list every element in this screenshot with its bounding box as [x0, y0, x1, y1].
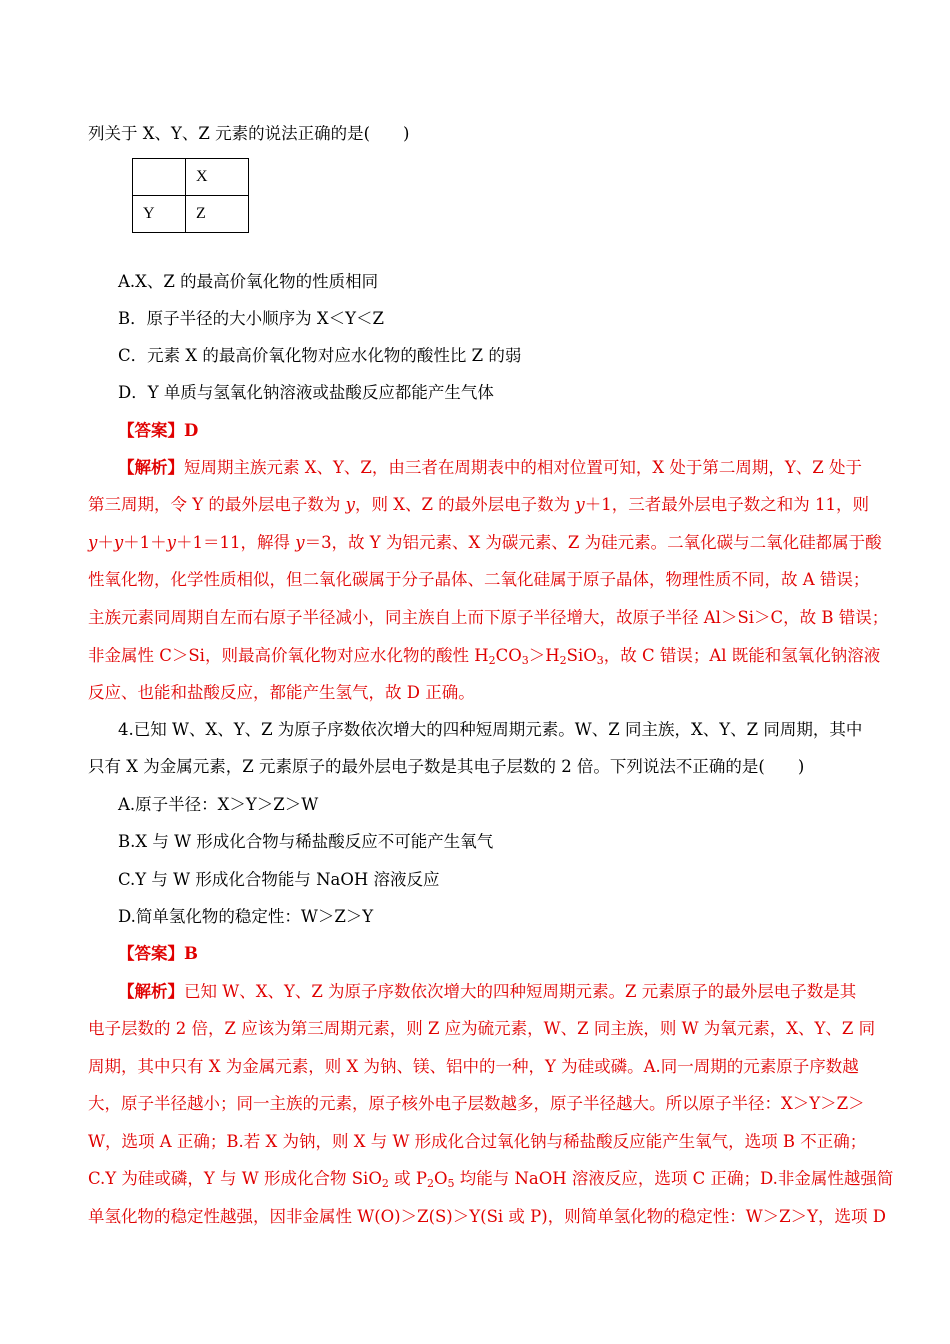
q3-option-d: D．Y 单质与氢氧化钠溶液或盐酸反应都能产生气体 — [118, 383, 494, 402]
q4-stem-line-1: 4.已知 W、X、Y、Z 为原子序数依次增大的四种短周期元素。W、Z 同主族，X、Y、Z 同周期，其中 — [118, 720, 863, 739]
q3-analysis-line-7: 反应、也能和盐酸反应，都能产生氢气，故 D 正确。 — [88, 683, 475, 702]
table-cell-y: Y — [133, 196, 186, 233]
analysis-label: 【解析】 — [118, 982, 184, 1001]
q3-analysis-line-5: 主族元素同周期自左而右原子半径减小，同主族自上而下原子半径增大，故原子半径 Al＞Si＞C，故 B 错误； — [88, 608, 889, 627]
q3-option-b: B．原子半径的大小顺序为 X＜Y＜Z — [118, 309, 384, 328]
analysis-label: 【解析】 — [118, 458, 184, 477]
q4-stem-line-2: 只有 X 为金属元素，Z 元素原子的最外层电子数是其电子层数的 2 倍。下列说法不正确的是( ) — [88, 757, 805, 776]
q4-analysis-line-2: 电子层数的 2 倍，Z 应该为第三周期元素，则 Z 应为硫元素，W、Z 同主族，则 W 为氧元素，X、Y、Z 同 — [88, 1019, 876, 1038]
table-cell-empty — [133, 159, 186, 196]
q4-analysis-line-1: 【解析】已知 W、X、Y、Z 为原子序数依次增大的四种短周期元素。Z 元素原子的最外层电子数是其 — [118, 982, 857, 1001]
periodic-position-table — [132, 158, 249, 233]
q4-analysis-line-6: C.Y 为硅或磷，Y 与 W 形成化合物 SiO$_2$ 或 $P_2O_5$ 均能与 NaOH 溶液反应，选项 C 正确；D.非金属性越强简 — [88, 1169, 894, 1190]
q3-answer: 【答案】D — [118, 421, 199, 440]
q4-answer: 【答案】B — [118, 944, 198, 963]
q4-option-b: B.X 与 W 形成化合物与稀盐酸反应不可能产生氧气 — [118, 832, 494, 851]
q4-analysis-line-4: 大，原子半径越小；同一主族的元素，原子核外电子层数越多，原子半径越大。所以原子半径：X＞Y＞Z＞ — [88, 1094, 865, 1113]
q4-option-c: C.Y 与 W 形成化合物能与 NaOH 溶液反应 — [118, 870, 440, 889]
table-cell-x: X — [186, 159, 249, 196]
q3-analysis-line-1: 【解析】短周期主族元素 X、Y、Z，由三者在周期表中的相对位置可知，X 处于第二周期，Y、Z 处于 — [118, 458, 862, 477]
q3-analysis-line-4: 性氧化物，化学性质相似，但二氧化碳属于分子晶体、二氧化硅属于原子晶体，物理性质不同，故 A 错误； — [88, 570, 870, 589]
q4-analysis-line-7: 单氢化物的稳定性越强，因非金属性 W(O)＞Z(S)＞Y(Si 或 P)，则简单氢化物的稳定性：W＞Z＞Y，选项 D — [88, 1207, 886, 1226]
q3-option-c: C．元素 X 的最高价氧化物对应水化物的酸性比 Z 的弱 — [118, 346, 522, 365]
q4-option-d: D.简单氢化物的稳定性：W＞Z＞Y — [118, 907, 374, 926]
table-cell-z: Z — [186, 196, 249, 233]
table-row — [133, 159, 249, 196]
q3-stem: 列关于 X、Y、Z 元素的说法正确的是( ) — [88, 124, 410, 143]
q3-analysis-line-6: 非金属性 C＞Si，则最高价氧化物对应水化物的酸性 $H_2CO_3>H_2SiO_3$，故 C 错误；Al 既能和氢氧化钠溶液 — [88, 646, 881, 667]
q3-analysis-line-3: y＋y＋1＋y＋1＝11，解得 y＝3，故 Y 为铝元素、X 为碳元素、Z 为硅元素。二氧化碳与二氧化硅都属于酸 — [88, 533, 882, 552]
table-row — [133, 196, 249, 233]
q4-option-a: A.原子半径：X＞Y＞Z＞W — [118, 795, 319, 814]
q4-analysis-line-5: W，选项 A 正确；B.若 X 为钠，则 X 与 W 形成化合过氧化钠与稀盐酸反应能产生氧气，选项 B 不正确； — [88, 1132, 867, 1151]
q3-analysis-line-2: 第三周期，令 Y 的最外层电子数为 y，则 X、Z 的最外层电子数为 y＋1，三者最外层电子数之和为 11，则 — [88, 495, 869, 514]
q4-analysis-line-3: 周期，其中只有 X 为金属元素，则 X 为钠、镁、铝中的一种，Y 为硅或磷。A.同一周期的元素原子序数越 — [88, 1057, 859, 1076]
q3-option-a: A.X、Z 的最高价氧化物的性质相同 — [118, 272, 379, 291]
